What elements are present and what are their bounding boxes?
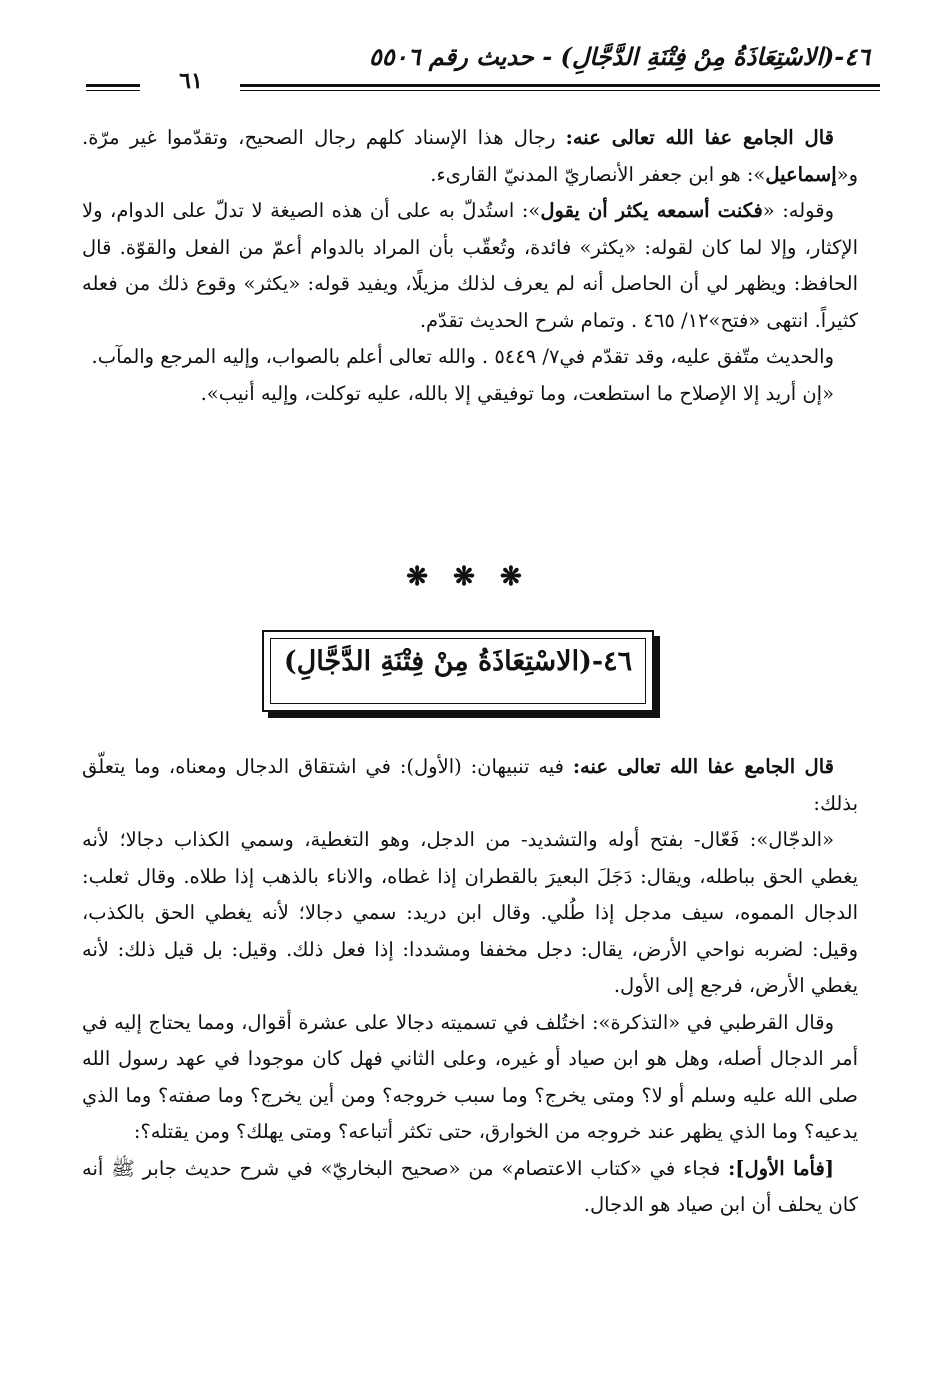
paragraph-text: »: استُدلّ به على أن هذه الصيغة لا تدلّ على الدوام، ولا الإكثار، وإلا لما كان لقوله: «يكثر» فائدة، وتُعقّب بأن المراد بالدوام أعمّ من الفعل والقوّة. قال الحافظ: ويظهر لي أن الحاصل أنه لم يعرف لذلك مزيلًا، ويفيد قوله: «يكثر» وقوع ذلك من فعله كثيراً. انتهى «فتح»١٢/ ٤٦٥ . وتمام شرح الحديث تقدّم. <box>82 199 858 332</box>
paragraph <box>82 193 858 339</box>
paragraph: «الدجّال»: فَعّال- بفتح أوله والتشديد- من الدجل، وهو التغطية، وسمي الكذاب دجالا؛ لأنه يغطي الحق بباطله، ويقال: دَجَلَ البعيرَ بالقطران إذا غطاه، والاناء بالذهب إذا طلاه. وقال ثعلب: الدجال المموه، سيف مدجل إذا طُلي. وقال ابن دريد: سمي دجالا؛ لأنه يغطي الحق بالكذب، وقيل: لضربه نواحي الأرض، يقال: دجل مخففا ومشددا: إذا فعل ذلك. وقيل: بل قيل ذلك: لأنه يغطي الأرض، فرجع إلى الأول. <box>82 828 858 997</box>
paragraph <box>82 120 858 193</box>
paragraph: والحديث متّفق عليه، وقد تقدّم في٧/ ٥٤٤٩ . والله تعالى أعلم بالصواب، وإليه المرجع والمآب. <box>91 345 834 368</box>
running-header <box>80 40 880 100</box>
narrator-name: إسماعيل <box>765 162 837 186</box>
subsection-heading: [فأما الأول]: <box>728 1156 834 1180</box>
header-rule-thin <box>240 90 880 91</box>
paragraph: وقال القرطبي في «التذكرة»: اختُلف في تسميته دجالا على عشرة أقوال، ومما يحتاج إليه في أمر الدجال أصله، وهل هو ابن صياد أو غيره، وعلى الثاني فهل كان موجودا في عهد رسول الله صلى الله عليه وسلم أو لا؟ ومتى يخرج؟ وما سبب خروجه؟ ومن أين يخرج؟ وما صفته؟ وما الذي يدعيه؟ وما الذي يظهر عند خروجه من الخوارق، حتى تكثر أتباعه؟ ومتى يهلك؟ ومن يقتله؟: <box>82 1010 858 1143</box>
page-number: ٦١ <box>179 68 203 94</box>
text-section-upper <box>82 120 858 412</box>
chapter-title-box <box>262 630 654 712</box>
paragraph-text: وقوله: « <box>762 199 834 222</box>
paragraph <box>82 749 858 822</box>
chapter-title: ٤٦-(الاسْتِعَاذَةُ مِنْ فِتْنَةِ الدَّجَّالِ) <box>283 646 633 677</box>
header-title: ٤٦-(الاسْتِعَاذَةُ مِنْ فِتْنَةِ الدَّجَّالِ) - حديث رقم ٥٥٠٦ <box>368 42 870 71</box>
text-section-lower <box>82 749 858 1224</box>
author-lead: قال الجامع عفا الله تعالى عنه: <box>565 126 834 149</box>
quoted-phrase: فكنت أسمعه يكثر أن يقول <box>540 199 763 222</box>
header-rule-left <box>86 84 140 87</box>
author-lead: قال الجامع عفا الله تعالى عنه: <box>572 755 834 778</box>
header-rule-left-thin <box>86 90 140 91</box>
paragraph-text: فجاء في «كتاب الاعتصام» من «صحيح البخاريّ» في شرح حديث جابر ﷺ أنه كان يحلف أن ابن صياد هو الدجال. <box>82 1156 858 1216</box>
paragraph-text: »: هو ابن جعفر الأنصاريّ المدنيّ القارىء. <box>430 162 766 186</box>
paragraph: «إن أريد إلا الإصلاح ما استطعت، وما توفيقي إلا بالله، عليه توكلت، وإليه أنيب». <box>200 381 834 405</box>
asterism-separator: ❋ ❋ ❋ <box>406 562 530 592</box>
header-rule <box>240 84 880 87</box>
paragraph-text: فيه تنبيهان: (الأول): في اشتقاق الدجال ومعناه، وما يتعلّق بذلك: <box>82 755 858 815</box>
paragraph <box>82 1151 858 1224</box>
paragraph-text: رجال هذا الإسناد كلهم رجال الصحيح، وتقدّموا غير مرّة. و« <box>82 126 858 186</box>
